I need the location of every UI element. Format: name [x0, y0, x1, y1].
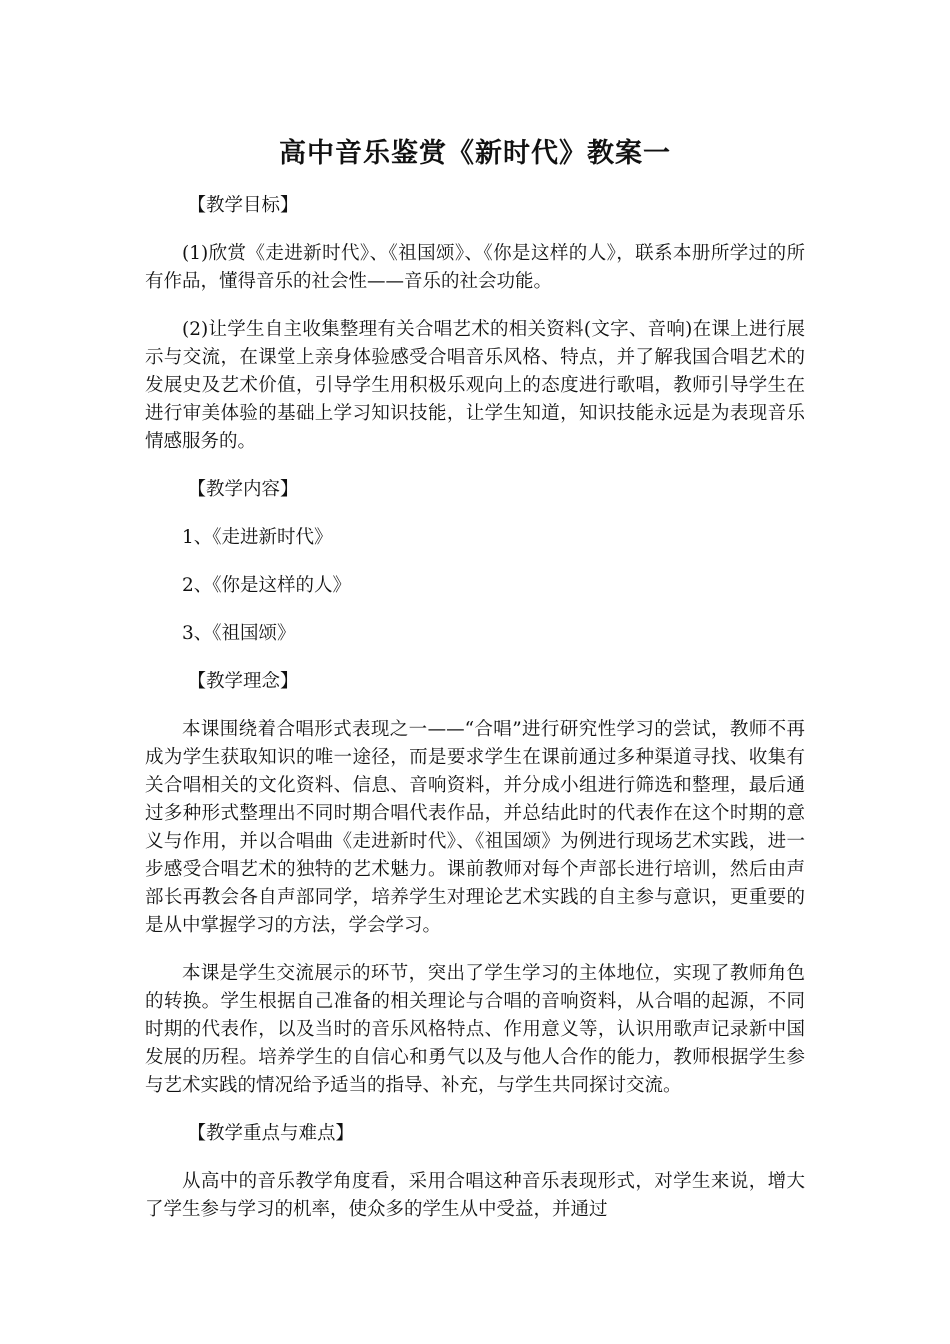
list-item: 2、《你是这样的人》 [182, 575, 352, 596]
section-heading-content: 【教学内容】 [187, 479, 299, 500]
list-item: 3、《祖国颂》 [182, 623, 296, 644]
list-item: 1、《走进新时代》 [182, 527, 333, 548]
paragraph-concept-2: 本课是学生交流展示的环节，突出了学生学习的主体地位，实现了教师角色的转换。学生根据自己准备的相关理论与合唱的音响资料，从合唱的起源，不同时期的代表作，以及当时的音乐风格特点、作用意义等，认识用歌声记录新中国发展的历程。培养学生的自信心和勇气以及与他人合作的能力，教师根据学生参与艺术实践的情况给予适当的指导、补充，与学生共同探讨交流。 [145, 963, 805, 1096]
paragraph-concept-1: 本课围绕着合唱形式表现之一——“合唱”进行研究性学习的尝试，教师不再成为学生获取知识的唯一途径，而是要求学生在课前通过多种渠道寻找、收集有关合唱相关的文化资料、信息、音响资料，并分成小组进行筛选和整理，最后通过多种形式整理出不同时期合唱代表作品，并总结此时的代表作在这个时期的意义与作用，并以合唱曲《走进新时代》、《祖国颂》为例进行现场艺术实践，进一步感受合唱艺术的独特的艺术魅力。课前教师对每个声部长进行培训，然后由声部长再教会各自声部同学，培养学生对理论艺术实践的自主参与意识，更重要的是从中掌握学习的方法，学会学习。 [145, 719, 805, 936]
section-heading-goals: 【教学目标】 [187, 195, 299, 216]
paragraph-key-1: 从高中的音乐教学角度看，采用合唱这种音乐表现形式，对学生来说，增大了学生参与学习的机率，使众多的学生从中受益，并通过 [145, 1171, 805, 1220]
paragraph-goal-2: (2)让学生自主收集整理有关合唱艺术的相关资料(文字、音响)在课上进行展示与交流，在课堂上亲身体验感受合唱音乐风格、特点，并了解我国合唱艺术的发展史及艺术价值，引导学生用积极乐观向上的态度进行歌唱，教师引导学生在进行审美体验的基础上学习知识技能，让学生知道，知识技能永远是为表现音乐情感服务的。 [145, 319, 805, 452]
section-heading-key-points: 【教学重点与难点】 [187, 1123, 355, 1144]
paragraph-goal-1: (1)欣赏《走进新时代》、《祖国颂》、《你是这样的人》，联系本册所学过的所有作品，懂得音乐的社会性——音乐的社会功能。 [145, 243, 805, 292]
document-title: 高中音乐鉴赏《新时代》教案一 [279, 138, 671, 169]
section-heading-concept: 【教学理念】 [187, 671, 299, 692]
document-body [145, 192, 805, 1244]
